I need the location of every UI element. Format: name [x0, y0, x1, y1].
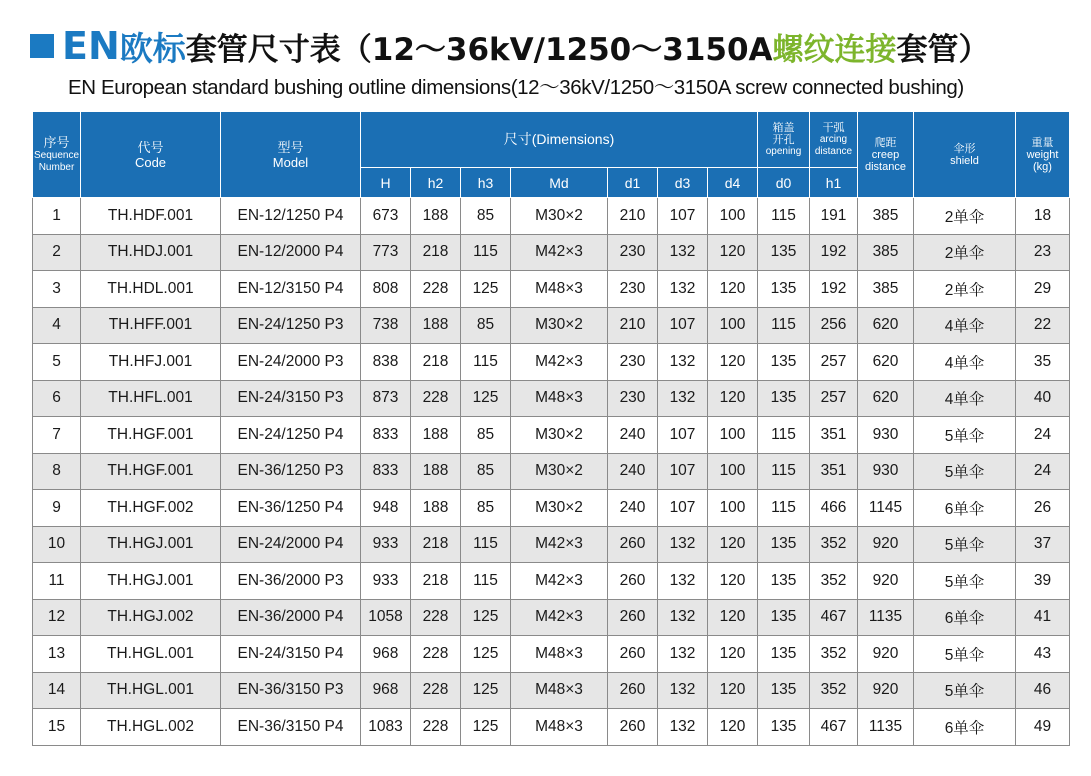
cell-d3: 107	[658, 307, 708, 344]
cell-sequence: 6	[33, 380, 81, 417]
cell-h3: 125	[461, 271, 511, 308]
cell-Md: M42×3	[511, 526, 608, 563]
cell-h3: 115	[461, 234, 511, 271]
cell-h1: 467	[810, 599, 858, 636]
cell-sequence: 14	[33, 672, 81, 709]
header-opening: 箱盖 开孔 opening	[758, 112, 810, 168]
cell-model: EN-36/3150 P4	[221, 709, 361, 746]
cell-weight: 24	[1016, 453, 1070, 490]
cell-d4: 120	[708, 271, 758, 308]
cell-h1: 257	[810, 380, 858, 417]
cell-model: EN-12/3150 P4	[221, 271, 361, 308]
header-d4: d4	[708, 168, 758, 198]
table-row	[33, 490, 1070, 527]
cell-h2: 188	[411, 453, 461, 490]
cell-d4: 120	[708, 636, 758, 673]
cell-h1: 192	[810, 234, 858, 271]
cell-Md: M48×3	[511, 380, 608, 417]
table-row	[33, 563, 1070, 600]
cell-sequence: 3	[33, 271, 81, 308]
cell-Md: M42×3	[511, 344, 608, 381]
header-code: 代号 Code	[81, 112, 221, 198]
header-h1: h1	[810, 168, 858, 198]
cell-d0: 135	[758, 344, 810, 381]
cell-shield: 4单伞	[914, 380, 1016, 417]
cell-weight: 22	[1016, 307, 1070, 344]
cell-weight: 46	[1016, 672, 1070, 709]
table-row	[33, 526, 1070, 563]
cell-h3: 85	[461, 198, 511, 235]
cell-H: 933	[361, 563, 411, 600]
cell-d3: 107	[658, 417, 708, 454]
cell-creep-distance: 920	[858, 636, 914, 673]
cell-creep-distance: 920	[858, 672, 914, 709]
cell-d1: 230	[608, 271, 658, 308]
cell-d4: 100	[708, 490, 758, 527]
cell-creep-distance: 930	[858, 417, 914, 454]
cell-Md: M42×3	[511, 563, 608, 600]
title-tail: 套管）	[896, 31, 990, 68]
cell-d4: 120	[708, 672, 758, 709]
header-weight: 重量 weight (kg)	[1016, 112, 1070, 198]
cell-code: TH.HGL.002	[81, 709, 221, 746]
cell-weight: 18	[1016, 198, 1070, 235]
cell-shield: 6单伞	[914, 709, 1016, 746]
table-row	[33, 417, 1070, 454]
cell-d3: 132	[658, 344, 708, 381]
cell-sequence: 12	[33, 599, 81, 636]
cell-d1: 260	[608, 563, 658, 600]
cell-d3: 132	[658, 380, 708, 417]
cell-d1: 240	[608, 417, 658, 454]
cell-h1: 351	[810, 453, 858, 490]
cell-sequence: 4	[33, 307, 81, 344]
table-row	[33, 453, 1070, 490]
cell-H: 773	[361, 234, 411, 271]
cell-h1: 467	[810, 709, 858, 746]
cell-d4: 120	[708, 344, 758, 381]
cell-code: TH.HGJ.001	[81, 563, 221, 600]
table-row	[33, 307, 1070, 344]
cell-h3: 115	[461, 563, 511, 600]
cell-creep-distance: 1135	[858, 599, 914, 636]
cell-d4: 120	[708, 234, 758, 271]
cell-d4: 120	[708, 526, 758, 563]
cell-code: TH.HGF.001	[81, 453, 221, 490]
cell-H: 933	[361, 526, 411, 563]
cell-weight: 26	[1016, 490, 1070, 527]
cell-h2: 218	[411, 344, 461, 381]
cell-sequence: 10	[33, 526, 81, 563]
cell-d3: 107	[658, 490, 708, 527]
cell-shield: 5单伞	[914, 453, 1016, 490]
header-shield: 伞形 shield	[914, 112, 1016, 198]
cell-h3: 85	[461, 490, 511, 527]
header-Md: Md	[511, 168, 608, 198]
cell-h1: 256	[810, 307, 858, 344]
cell-Md: M42×3	[511, 234, 608, 271]
cell-model: EN-24/3150 P3	[221, 380, 361, 417]
title-european-cn: 欧标	[119, 28, 186, 68]
title-main: 套管尺寸表（12～36kV/1250～3150A	[185, 31, 773, 68]
cell-model: EN-24/2000 P4	[221, 526, 361, 563]
cell-shield: 2单伞	[914, 234, 1016, 271]
cell-weight: 40	[1016, 380, 1070, 417]
cell-h2: 218	[411, 563, 461, 600]
cell-d1: 240	[608, 490, 658, 527]
cell-H: 833	[361, 417, 411, 454]
header-creep-distance: 爬距 creep distance	[858, 112, 914, 198]
cell-shield: 6单伞	[914, 599, 1016, 636]
cell-H: 833	[361, 453, 411, 490]
cell-shield: 6单伞	[914, 490, 1016, 527]
cell-sequence: 9	[33, 490, 81, 527]
table-row	[33, 709, 1070, 746]
cell-model: EN-24/2000 P3	[221, 344, 361, 381]
header-d0: d0	[758, 168, 810, 198]
cell-h2: 218	[411, 526, 461, 563]
table-row	[33, 198, 1070, 235]
cell-H: 1083	[361, 709, 411, 746]
cell-H: 838	[361, 344, 411, 381]
cell-d3: 132	[658, 709, 708, 746]
cell-d0: 135	[758, 599, 810, 636]
header-d3: d3	[658, 168, 708, 198]
cell-weight: 23	[1016, 234, 1070, 271]
cell-d1: 230	[608, 344, 658, 381]
cell-d4: 100	[708, 198, 758, 235]
cell-h2: 188	[411, 307, 461, 344]
cell-code: TH.HDJ.001	[81, 234, 221, 271]
cell-h1: 352	[810, 636, 858, 673]
cell-Md: M48×3	[511, 709, 608, 746]
cell-weight: 35	[1016, 344, 1070, 381]
cell-model: EN-24/3150 P4	[221, 636, 361, 673]
cell-creep-distance: 620	[858, 344, 914, 381]
cell-d0: 135	[758, 526, 810, 563]
cell-model: EN-36/2000 P4	[221, 599, 361, 636]
cell-h1: 257	[810, 344, 858, 381]
cell-H: 948	[361, 490, 411, 527]
cell-creep-distance: 385	[858, 271, 914, 308]
table-row	[33, 636, 1070, 673]
cell-d1: 260	[608, 599, 658, 636]
cell-shield: 4单伞	[914, 307, 1016, 344]
cell-d4: 120	[708, 563, 758, 600]
cell-d1: 230	[608, 234, 658, 271]
cell-H: 808	[361, 271, 411, 308]
cell-code: TH.HDF.001	[81, 198, 221, 235]
table-body	[33, 198, 1070, 746]
page-subtitle: EN European standard bushing outline dimensions(12～36kV/1250～3150A screw connected bushing)	[68, 76, 964, 99]
cell-shield: 5单伞	[914, 563, 1016, 600]
cell-h1: 352	[810, 563, 858, 600]
cell-Md: M30×2	[511, 417, 608, 454]
cell-code: TH.HFJ.001	[81, 344, 221, 381]
cell-sequence: 2	[33, 234, 81, 271]
cell-d1: 260	[608, 709, 658, 746]
cell-H: 873	[361, 380, 411, 417]
cell-Md: M42×3	[511, 599, 608, 636]
cell-d0: 135	[758, 709, 810, 746]
cell-code: TH.HGL.001	[81, 636, 221, 673]
cell-weight: 29	[1016, 271, 1070, 308]
cell-code: TH.HGF.002	[81, 490, 221, 527]
cell-Md: M30×2	[511, 453, 608, 490]
cell-d4: 120	[708, 599, 758, 636]
cell-d1: 230	[608, 380, 658, 417]
table-row	[33, 672, 1070, 709]
cell-d0: 115	[758, 453, 810, 490]
table-row	[33, 599, 1070, 636]
cell-d1: 260	[608, 672, 658, 709]
cell-d3: 132	[658, 563, 708, 600]
cell-h3: 115	[461, 344, 511, 381]
cell-Md: M30×2	[511, 198, 608, 235]
cell-Md: M48×3	[511, 271, 608, 308]
cell-model: EN-36/2000 P3	[221, 563, 361, 600]
cell-code: TH.HGJ.001	[81, 526, 221, 563]
cell-d4: 100	[708, 453, 758, 490]
cell-d4: 120	[708, 380, 758, 417]
cell-weight: 41	[1016, 599, 1070, 636]
cell-creep-distance: 620	[858, 380, 914, 417]
cell-h2: 228	[411, 380, 461, 417]
cell-shield: 4单伞	[914, 344, 1016, 381]
cell-h3: 85	[461, 453, 511, 490]
cell-d3: 107	[658, 198, 708, 235]
cell-sequence: 11	[33, 563, 81, 600]
cell-h3: 85	[461, 307, 511, 344]
cell-creep-distance: 620	[858, 307, 914, 344]
cell-h3: 125	[461, 636, 511, 673]
cell-sequence: 1	[33, 198, 81, 235]
cell-d3: 132	[658, 526, 708, 563]
cell-creep-distance: 920	[858, 563, 914, 600]
cell-code: TH.HFF.001	[81, 307, 221, 344]
cell-h2: 188	[411, 417, 461, 454]
cell-d0: 135	[758, 672, 810, 709]
cell-h2: 228	[411, 271, 461, 308]
cell-Md: M48×3	[511, 636, 608, 673]
cell-d3: 132	[658, 234, 708, 271]
cell-code: TH.HGL.001	[81, 672, 221, 709]
cell-model: EN-24/1250 P3	[221, 307, 361, 344]
cell-h3: 125	[461, 672, 511, 709]
cell-model: EN-24/1250 P4	[221, 417, 361, 454]
cell-model: EN-12/1250 P4	[221, 198, 361, 235]
cell-d3: 107	[658, 453, 708, 490]
cell-sequence: 13	[33, 636, 81, 673]
cell-code: TH.HGF.001	[81, 417, 221, 454]
cell-d0: 115	[758, 198, 810, 235]
cell-H: 673	[361, 198, 411, 235]
cell-creep-distance: 930	[858, 453, 914, 490]
cell-d3: 132	[658, 636, 708, 673]
cell-code: TH.HFL.001	[81, 380, 221, 417]
cell-d4: 100	[708, 307, 758, 344]
cell-model: EN-36/3150 P3	[221, 672, 361, 709]
cell-sequence: 15	[33, 709, 81, 746]
cell-weight: 43	[1016, 636, 1070, 673]
cell-d4: 120	[708, 709, 758, 746]
cell-h1: 466	[810, 490, 858, 527]
cell-Md: M30×2	[511, 307, 608, 344]
cell-h3: 125	[461, 709, 511, 746]
cell-weight: 37	[1016, 526, 1070, 563]
cell-creep-distance: 1135	[858, 709, 914, 746]
cell-d0: 135	[758, 636, 810, 673]
cell-h2: 228	[411, 636, 461, 673]
cell-Md: M30×2	[511, 490, 608, 527]
cell-h1: 192	[810, 271, 858, 308]
cell-d3: 132	[658, 599, 708, 636]
page-title	[30, 22, 990, 70]
title-screw-connected: 螺纹连接	[772, 31, 897, 68]
table-row	[33, 344, 1070, 381]
title-en: EN	[62, 24, 120, 68]
cell-sequence: 8	[33, 453, 81, 490]
cell-d3: 132	[658, 271, 708, 308]
header-model: 型号 Model	[221, 112, 361, 198]
cell-H: 738	[361, 307, 411, 344]
header-d1: d1	[608, 168, 658, 198]
cell-d4: 100	[708, 417, 758, 454]
cell-d0: 115	[758, 307, 810, 344]
table-row	[33, 234, 1070, 271]
cell-h1: 352	[810, 672, 858, 709]
cell-d1: 260	[608, 526, 658, 563]
table-row	[33, 271, 1070, 308]
cell-shield: 5单伞	[914, 636, 1016, 673]
cell-h2: 218	[411, 234, 461, 271]
cell-Md: M48×3	[511, 672, 608, 709]
header-h2: h2	[411, 168, 461, 198]
cell-d1: 240	[608, 453, 658, 490]
cell-creep-distance: 1145	[858, 490, 914, 527]
cell-code: TH.HDL.001	[81, 271, 221, 308]
cell-shield: 5单伞	[914, 526, 1016, 563]
cell-model: EN-36/1250 P3	[221, 453, 361, 490]
cell-d0: 115	[758, 490, 810, 527]
bushing-dimensions-table	[32, 111, 1070, 746]
cell-model: EN-12/2000 P4	[221, 234, 361, 271]
cell-h1: 191	[810, 198, 858, 235]
header-arcing-distance: 干弧 arcing distance	[810, 112, 858, 168]
cell-weight: 24	[1016, 417, 1070, 454]
cell-weight: 39	[1016, 563, 1070, 600]
cell-shield: 2单伞	[914, 271, 1016, 308]
cell-h1: 352	[810, 526, 858, 563]
cell-d0: 115	[758, 417, 810, 454]
cell-sequence: 7	[33, 417, 81, 454]
cell-d3: 132	[658, 672, 708, 709]
cell-d1: 260	[608, 636, 658, 673]
cell-h1: 351	[810, 417, 858, 454]
cell-H: 1058	[361, 599, 411, 636]
cell-code: TH.HGJ.002	[81, 599, 221, 636]
cell-h2: 228	[411, 672, 461, 709]
cell-model: EN-36/1250 P4	[221, 490, 361, 527]
cell-H: 968	[361, 636, 411, 673]
cell-weight: 49	[1016, 709, 1070, 746]
cell-H: 968	[361, 672, 411, 709]
header-dimensions: 尺寸(Dimensions)	[361, 112, 758, 168]
cell-shield: 2单伞	[914, 198, 1016, 235]
cell-d1: 210	[608, 198, 658, 235]
header-H: H	[361, 168, 411, 198]
cell-creep-distance: 385	[858, 234, 914, 271]
cell-h2: 188	[411, 198, 461, 235]
cell-d1: 210	[608, 307, 658, 344]
cell-h3: 125	[461, 599, 511, 636]
cell-d0: 135	[758, 563, 810, 600]
table-row	[33, 380, 1070, 417]
cell-h3: 85	[461, 417, 511, 454]
cell-shield: 5单伞	[914, 672, 1016, 709]
cell-shield: 5单伞	[914, 417, 1016, 454]
cell-d0: 135	[758, 380, 810, 417]
cell-h2: 228	[411, 599, 461, 636]
header-h3: h3	[461, 168, 511, 198]
cell-h2: 188	[411, 490, 461, 527]
cell-d0: 135	[758, 271, 810, 308]
cell-sequence: 5	[33, 344, 81, 381]
header-sequence: 序号 Sequence Number	[33, 112, 81, 198]
title-bullet-icon	[30, 34, 54, 58]
cell-creep-distance: 385	[858, 198, 914, 235]
cell-creep-distance: 920	[858, 526, 914, 563]
cell-h3: 115	[461, 526, 511, 563]
cell-h2: 228	[411, 709, 461, 746]
cell-d0: 135	[758, 234, 810, 271]
cell-h3: 125	[461, 380, 511, 417]
